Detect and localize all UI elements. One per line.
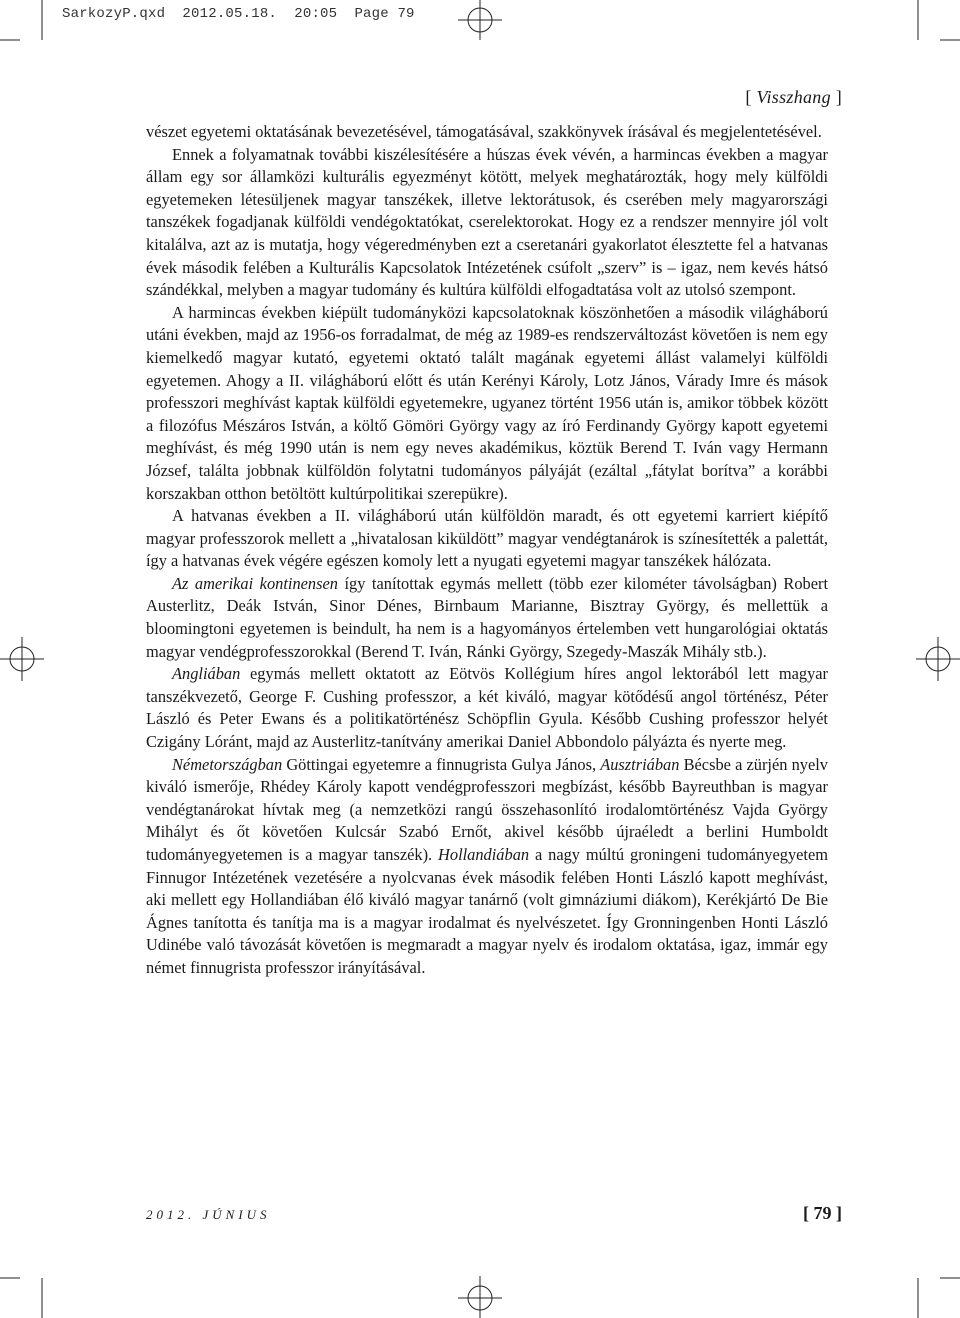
- running-head-title: Visszhang: [756, 87, 831, 107]
- page-number: [ 79 ]: [803, 1203, 842, 1223]
- italic-term: Ausztriában: [600, 754, 680, 774]
- paragraph: [146, 121, 828, 144]
- text-run: A hatvanas években a II. világháború után külföldön maradt, és ott egyetemi karriert kiépítő magyar professzorok mellett a „hivatalosan kiküldött” magyar vendégtanárok is színesítették a palettát, így a hatvanas évek végére egészen komoly lett a nyugati egyetemi magyar tanszékek hálózata.: [146, 506, 828, 571]
- text-run: egymás mellett oktatott az Eötvös Kollégium híres angol lektorából lett magyar tanszékvezető, George F. Cushing professzor, a két kiváló, magyar kötődésű angol történész, Péter László és Peter Ewans és a politikatörténész Schöpflin Gyula. Később Cushing professzor helyét Czigány Lóránt, majd az Austerlitz-tanítvány amerikai Daniel Abbondolo pályázta és nyerte meg.: [146, 664, 828, 752]
- registration-mark-bottom: [458, 1276, 502, 1318]
- paragraph: [146, 505, 828, 573]
- text-run: A harmincas években kiépült tudományközi kapcsolatoknak köszönhetően a második világháború utáni években, majd az 1956-os forradalmat, de még az 1989-es rendszerváltozást követően is nem egy kiemelkedő magyar kutató, egyetemi oktató talált magának egyetemi állást valamelyi külföldi egyetemen. Ahogy a II. világháború előtt és után Kerényi Károly, Lotz János, Várady Imre és mások professzori meghívást kaptak külföldi egyetemekre, ugyanez történt 1956 után is, amikor többek között a filozófus Mészáros István, a költő Gömöri György vagy az író Ferdinandy György kapott egyetemi meghívást, és még 1990 után is nem egy neves akadémikus, köztük Berend T. Iván vagy Hermann József, találta jobbnak külföldön folytatni tudományos pályáját (ezáltal „fátylat borítva” a korábbi korszakban otthon betöltött kultúrpolitikai szerepükre).: [146, 302, 828, 503]
- italic-term: Németországban: [172, 754, 283, 774]
- running-head: [745, 87, 842, 108]
- paragraph: [146, 663, 828, 753]
- running-head-open-bracket: [: [745, 87, 752, 107]
- text-run: a nagy múltú groningeni tudományegyetem Finnugor Intézetének vezetésére a nyolcvanas évek második felében Honti László kapott meghívást, aki mellett egy Hollandiában élő kiváló magyar tanárnő (volt gimnáziumi diákom), Kerékjártó De Bie Ágnes tanította és tanítja ma is a magyar irodalmat és nyelvészetet. Így Gronningenben Honti László Udinébe való távozását követően is megmaradt a magyar nyelv és irodalom oktatása, igaz, immár egy német finnugrista professzor irányításával.: [146, 845, 828, 977]
- text-run: így tanítottak egymás mellett (több ezer kilométer távolságban) Robert Austerlitz, Deák István, Sinor Dénes, Birnbaum Marianne, Bisztray György, és mellettük a bloomingtoni egyetemen is beindult, ha nem is a hagyományos értelemben vett hungarológiai oktatás magyar vendégprofesszorokkal (Berend T. Iván, Ránki György, Szegedy-Maszák Mihály stb.).: [146, 573, 829, 661]
- running-head-close-bracket: ]: [835, 87, 842, 107]
- paragraph: [146, 302, 828, 505]
- italic-term: Az amerikai kontinensen: [172, 573, 338, 593]
- text-run: Göttingai egyetemre a finnugrista Gulya János,: [282, 754, 601, 774]
- paragraph: [146, 144, 828, 302]
- issue-date: 2012. JÚNIUS: [146, 1207, 271, 1222]
- text-run: Ennek a folyamatnak további kiszélesítésére a húszas évek vévén, a harmincas években a magyar állam egy sor államközi kulturális egyezményt kötött, melyek meghatározták, hogy mely külföldi egyetemeken létesüljenek magyar tanszékek, illetve lektorátusok, és cserében mely magyarországi tanszékek fogadjanak külföldi vendégoktatókat, cserelektorokat. Hogy ez a rendszer mennyire jól volt kitalálva, azt az is mutatja, hogy végeredményben ezt a cseretanári gyakorlatot élesztette fel a hatvanas évek második felében a Kulturális Kapcsolatok Intézetének csúfolt „szerv” is – igaz, nem kevés hátsó szándékkal, melyben a magyar tudomány és kultúra külföldi elfogadtatása volt az utolsó szempont.: [146, 144, 828, 300]
- registration-mark-right: [916, 637, 960, 681]
- italic-term: Hollandiában: [438, 845, 530, 864]
- italic-term: Angliában: [172, 664, 241, 684]
- registration-mark-left: [0, 637, 44, 681]
- text-run: vészet egyetemi oktatásának bevezetésével, támogatásával, szakkönyvek írásával és megjelentetésével.: [146, 122, 822, 141]
- registration-mark-top: [458, 0, 502, 40]
- slug-line: SarkozyP.qxd 2012.05.18. 20:05 Page 79: [62, 6, 415, 22]
- paragraph: [146, 754, 828, 980]
- text-run: Bécsbe a zürjén nyelv kiváló ismerője, Rhédey Károly kapott vendégprofesszori megbízást, később Bayreuthban is magyar vendégtanárokat hívtak meg (a nemzetközi rangú összehasonlító irodalomtörténész Vajda György Mihályt és őt követően Kulcsár Szabó Ernőt, akivel később újraéledt a berlini Humboldt tudományegyetemen is a magyar tanszék).: [146, 754, 828, 864]
- paragraph: [146, 573, 828, 663]
- body-text: [146, 121, 828, 980]
